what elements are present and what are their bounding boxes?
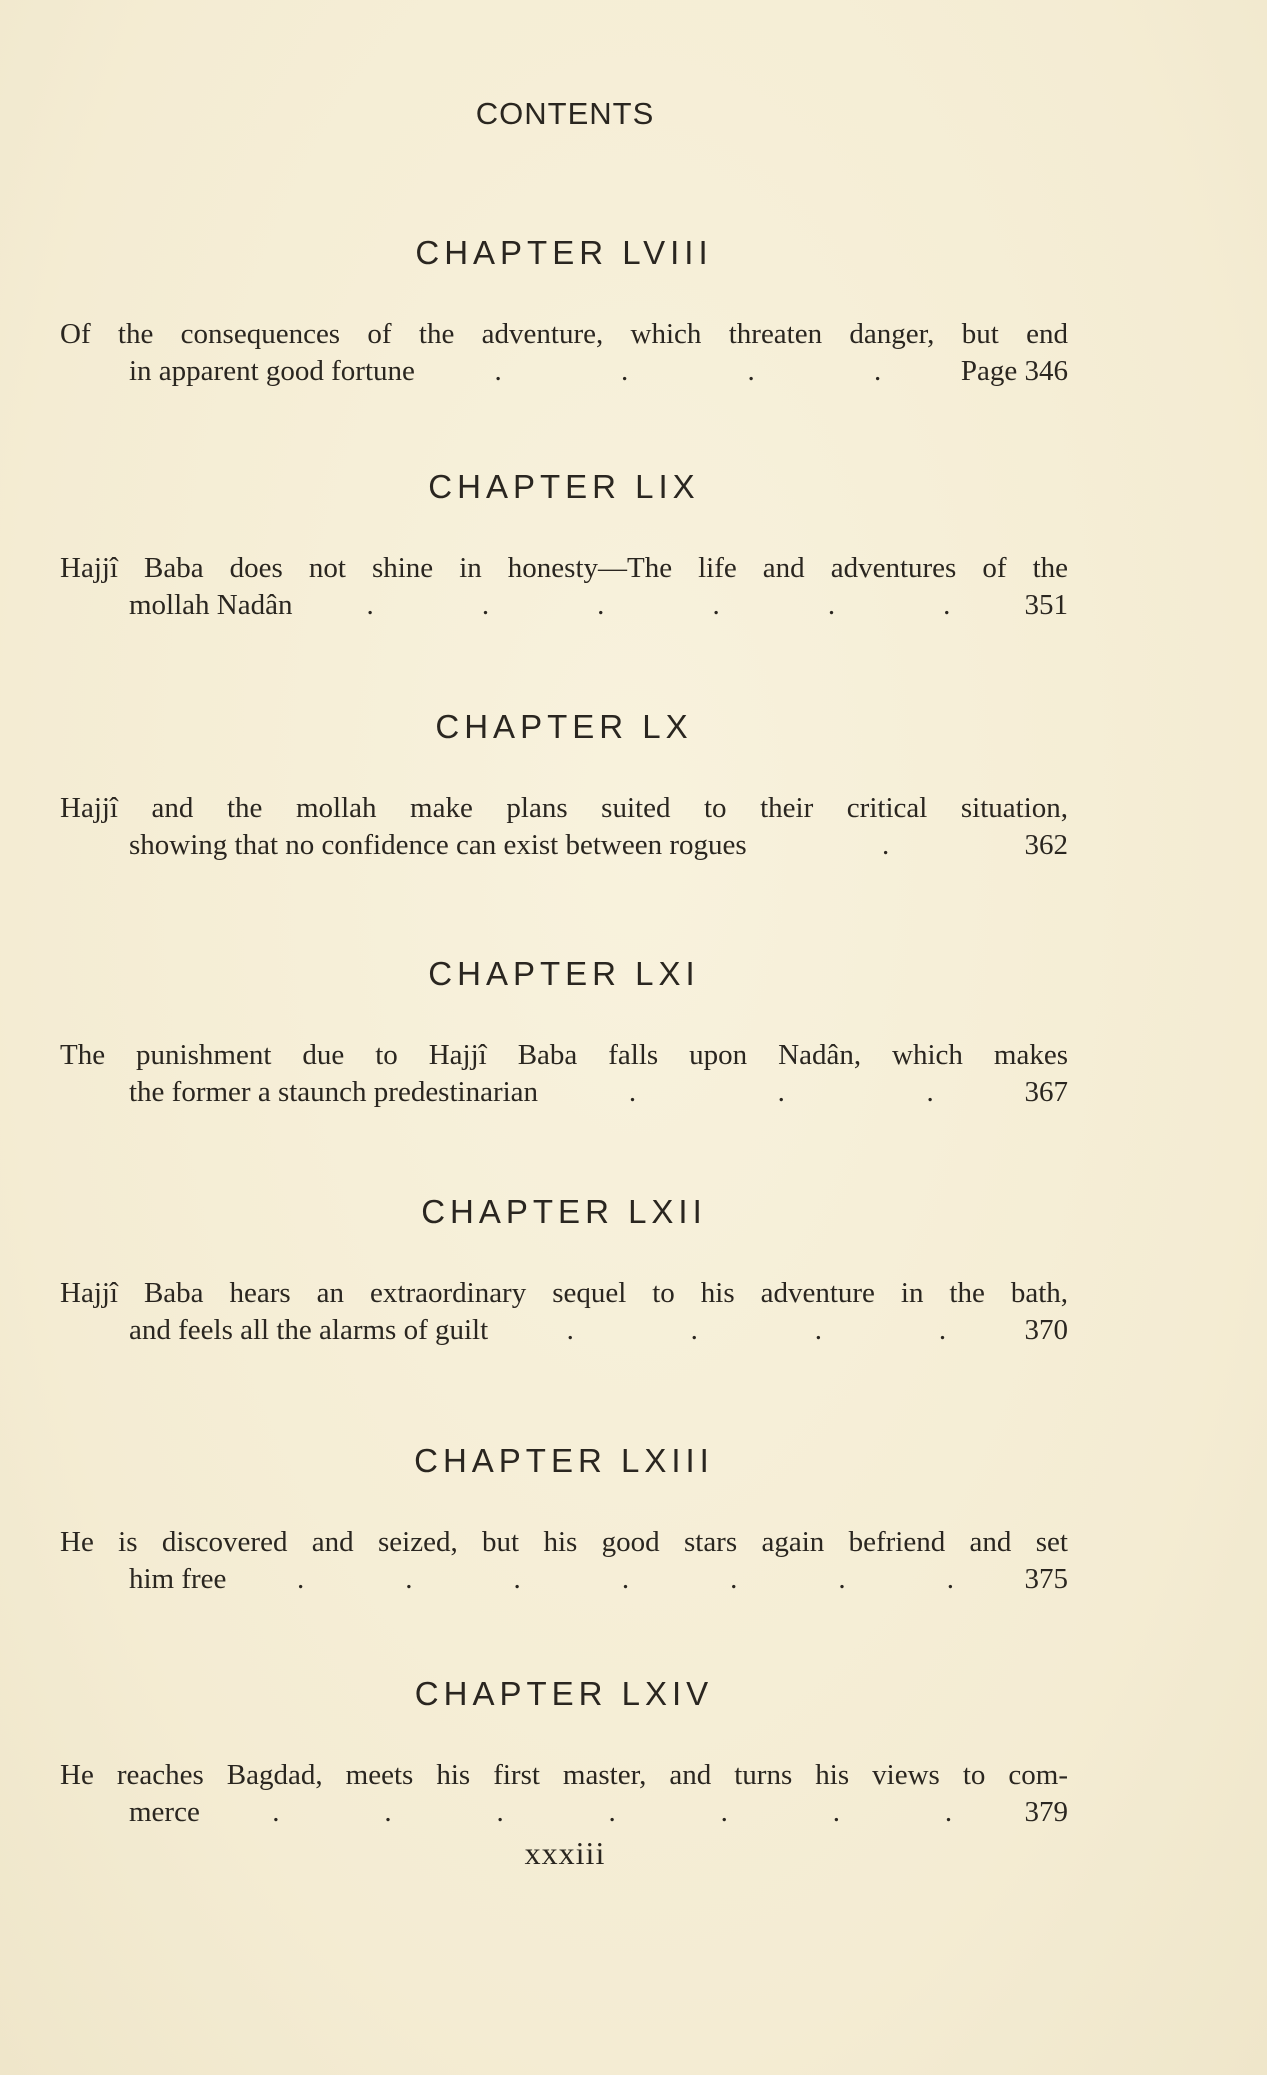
summary-line: mollah Nadân <box>129 589 293 621</box>
summary-line: him free <box>129 1563 227 1595</box>
folio-page-number: xxxiii <box>524 1835 606 1871</box>
chapter-entry <box>60 708 1068 864</box>
summary-line: in apparent good fortune <box>129 355 415 387</box>
chapter-entry <box>60 1442 1068 1598</box>
chapter-entry <box>60 1193 1068 1349</box>
chapter-summary <box>60 1275 1068 1349</box>
chapter-entry <box>60 468 1068 624</box>
summary-line: and feels all the alarms of guilt <box>129 1314 489 1346</box>
chapter-heading: CHAPTER LXIV <box>414 1675 714 1712</box>
chapter-summary <box>60 550 1068 624</box>
summary-line: Of the consequences of the adventure, which threaten danger, but end <box>60 318 1068 350</box>
chapter-summary <box>60 1524 1068 1598</box>
summary-line: He is discovered and seized, but his good stars again befriend and set <box>60 1526 1068 1558</box>
chapter-summary <box>60 1757 1068 1831</box>
chapter-entry <box>60 234 1068 390</box>
page-number: 375 <box>1024 1563 1068 1595</box>
summary-line: He reaches Bagdad, meets his first master, and turns his views to com- <box>60 1759 1068 1791</box>
dot-leaders: . . . <box>628 1076 934 1108</box>
chapter-entry <box>60 955 1068 1111</box>
chapter-heading: CHAPTER LVIII <box>415 234 713 271</box>
summary-line: The punishment due to Hajjî Baba falls upon Nadân, which makes <box>60 1039 1068 1071</box>
chapter-heading: CHAPTER LXII <box>421 1193 707 1230</box>
summary-line: Hajjî and the mollah make plans suited to their critical situation, <box>60 792 1068 824</box>
chapter-entry <box>60 1675 1068 1831</box>
summary-line-with-page <box>60 1561 1068 1598</box>
dot-leaders: . . . . <box>494 355 882 387</box>
page-number: Page 346 <box>960 355 1068 387</box>
dot-leaders: . . . . . . <box>366 589 951 621</box>
summary-line-with-page <box>60 1794 1068 1831</box>
page-number: 367 <box>1024 1076 1068 1108</box>
page-number: 379 <box>1024 1796 1068 1828</box>
summary-line-with-page <box>60 1074 1068 1111</box>
chapter-heading: CHAPTER LXIII <box>414 1442 714 1479</box>
chapter-heading: CHAPTER LXI <box>428 955 700 992</box>
chapter-summary <box>60 316 1068 390</box>
summary-line-with-page <box>60 353 1068 390</box>
summary-line: the former a staunch predestinarian <box>129 1076 539 1108</box>
page-number: 370 <box>1024 1314 1068 1346</box>
running-head: CONTENTS <box>475 96 655 131</box>
dot-leaders: . <box>881 829 890 861</box>
summary-line: Hajjî Baba does not shine in honesty—The life and adventures of the <box>60 552 1068 584</box>
dot-leaders: . . . . . . . <box>272 1796 953 1828</box>
dot-leaders: . . . . <box>566 1314 947 1346</box>
summary-line: showing that no confidence can exist between rogues <box>129 829 747 861</box>
summary-line-with-page <box>60 827 1068 864</box>
chapter-summary <box>60 1037 1068 1111</box>
summary-line: Hajjî Baba hears an extraordinary sequel to his adventure in the bath, <box>60 1277 1068 1309</box>
chapter-summary <box>60 790 1068 864</box>
chapter-heading: CHAPTER LIX <box>428 468 700 505</box>
chapter-heading: CHAPTER LX <box>435 708 693 745</box>
dot-leaders: . . . . . . . <box>296 1563 954 1595</box>
summary-line-with-page <box>60 587 1068 624</box>
page-number: 351 <box>1024 589 1068 621</box>
summary-line: merce <box>129 1796 200 1828</box>
summary-line-with-page <box>60 1312 1068 1349</box>
page-number: 362 <box>1024 829 1068 861</box>
